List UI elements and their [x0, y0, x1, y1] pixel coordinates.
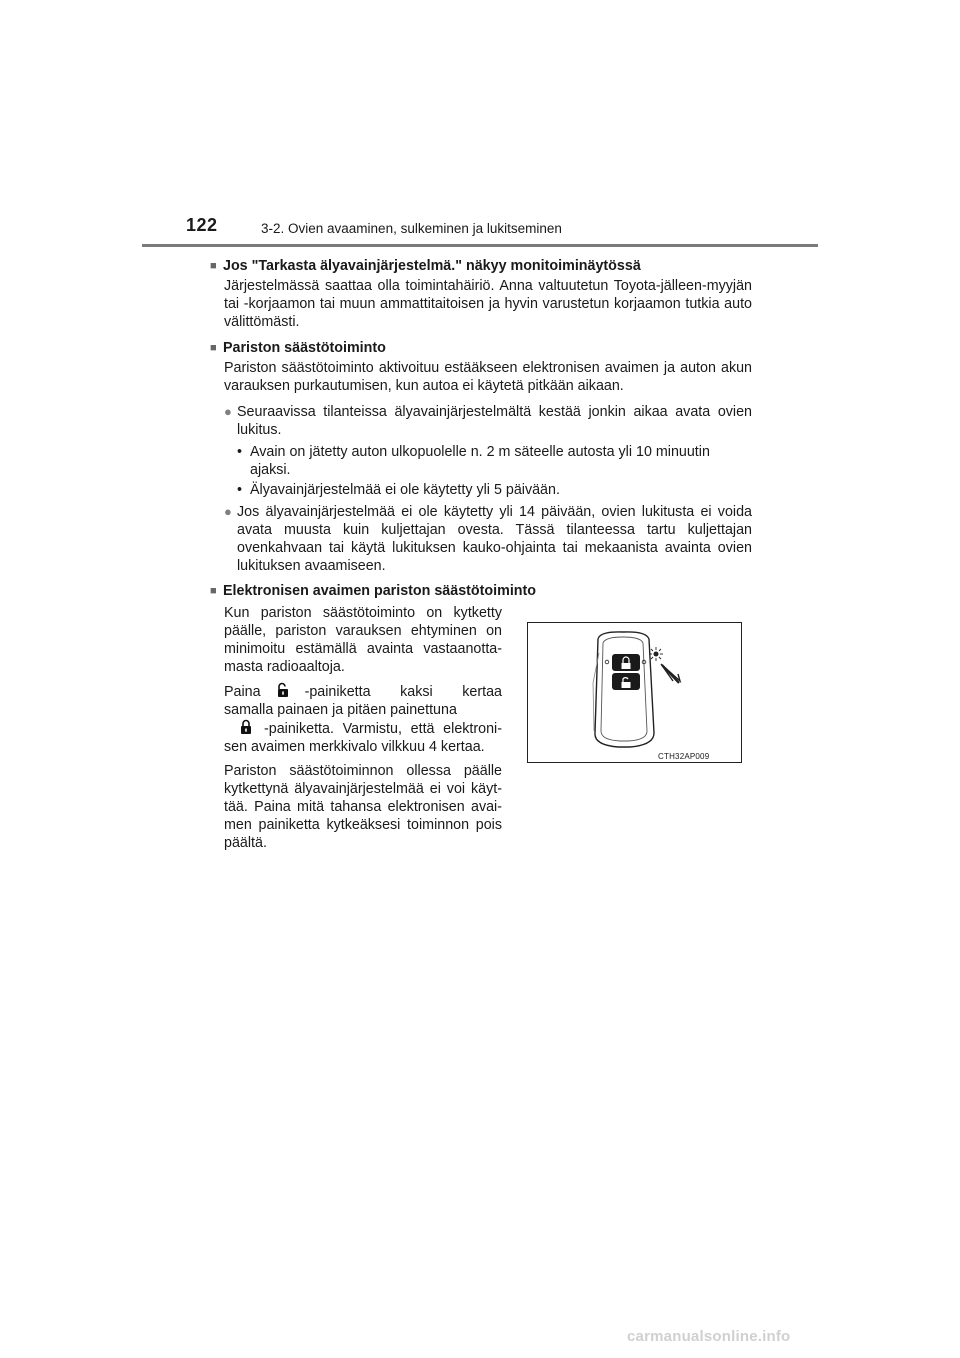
circle-bullet-icon: ● — [224, 404, 232, 419]
paragraph-battery-saving-on: Kun pariston säästötoiminto on kytketty päälle, pariston varauksen ehtyminen on minimoitu estämällä avainta vastaanotta-masta radioaaltoja. — [224, 605, 502, 675]
unlock-icon — [275, 682, 291, 698]
square-bullet-icon: ■ — [210, 260, 217, 272]
dot-bullet-icon: • — [237, 444, 243, 460]
heading-key-battery-saving: ■ Elektronisen avaimen pariston säästötoiminto — [210, 583, 537, 599]
sub-list — [237, 443, 752, 499]
electronic-key-illustration — [528, 623, 741, 762]
paragraph-battery-saving: Pariston säästötoiminto aktivoituu estääkseen elektronisen avaimen ja auton akun varauksen purkautumisen, kun autoa ei käytetä pitkään aikaan. — [224, 360, 752, 394]
paragraph-check-smart-key: Järjestelmässä saattaa olla toimintahäiriö. Anna valtuutetun Toyota-jälleen-myyjän tai -korjaamon tai muun ammattitaitoisen ja hyvin varustetun korjaamon tutkia auto välittömästi. — [224, 278, 752, 330]
key-illustration — [527, 622, 742, 763]
heading-check-smart-key: ■ Jos "Tarkasta älyavainjärjestelmä." näkyy monitoiminäytössä — [210, 258, 641, 274]
page-number: 122 — [186, 215, 218, 235]
paragraph-battery-saving-off: Pariston säästötoiminnon ollessa päälle kytkettynä älyavainjärjestelmää ei voi käyt-tää. Paina mitä tahansa elektronisen avai-men painiketta kytkeäksesi toiminnon pois päältä. — [224, 763, 502, 851]
paragraph-press-buttons: Paina -painiketta kaksi kertaa samalla painaen ja pitäen painettuna -painiketta. Varmistu, että elektroni-sen avaimen merkkivalo vilkkuu 4 kertaa. — [224, 684, 502, 755]
heading-battery-saving: ■ Pariston säästötoiminto — [210, 340, 386, 356]
battery-saving-block — [210, 602, 752, 860]
square-bullet-icon: ■ — [210, 585, 217, 597]
page-header — [0, 0, 960, 250]
bullet-item: ● Seuraavissa tilanteissa älyavainjärjestelmältä kestää jonkin aikaa avata ovien lukitus. — [224, 404, 752, 438]
sub-list-item: • Älyavainjärjestelmää ei ole käytetty yli 5 päivään. — [237, 482, 560, 498]
bullet-item: ● Jos älyavainjärjestelmää ei ole käytetty yli 14 päivään, ovien lukitusta ei voida avata muusta kuin kuljettajan ovesta. Tässä tilanteessa tartu kuljettajan ovenkahvaan tai käytä lukituksen kauko-ohjainta tai mekaanista avainta ovien lukituksen avaamiseen. — [224, 504, 752, 574]
battery-saving-text — [224, 604, 502, 858]
circle-bullet-icon: ● — [224, 504, 232, 519]
header-divider — [142, 244, 818, 247]
square-bullet-icon: ■ — [210, 342, 217, 354]
sub-list-item: • Avain on jätetty auton ulkopuolelle n. 2 m säteelle autosta yli 10 minuutin ajaksi. — [237, 444, 710, 478]
figure-code: CTH32AP009 — [658, 752, 710, 761]
section-title: 3-2. Ovien avaaminen, sulkeminen ja lukitseminen — [261, 221, 562, 236]
lock-icon — [238, 719, 254, 735]
watermark: carmanualsonline.info — [627, 1328, 791, 1345]
dot-bullet-icon: • — [237, 482, 243, 498]
page-content — [210, 257, 752, 860]
